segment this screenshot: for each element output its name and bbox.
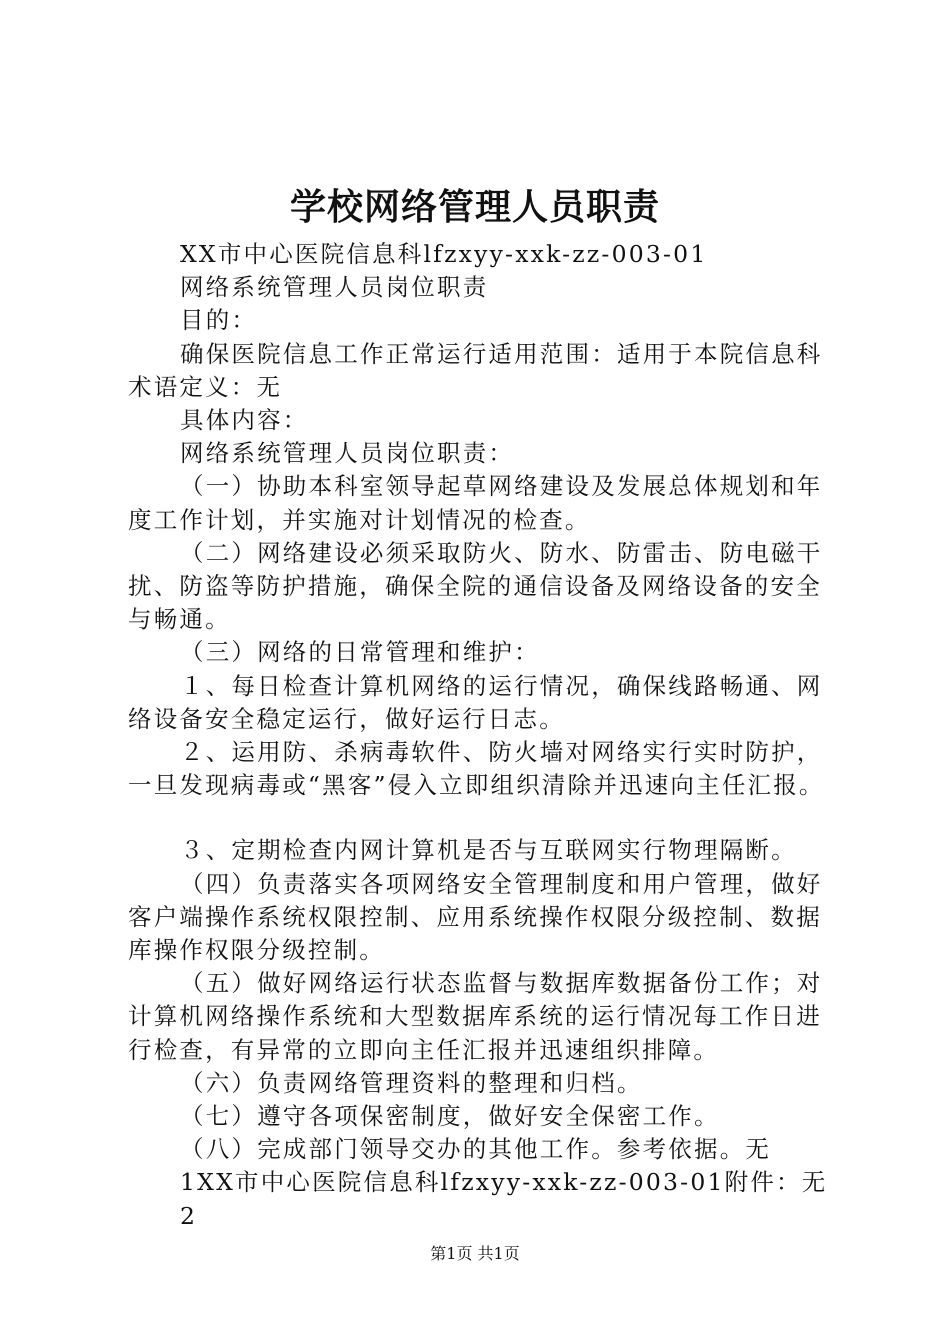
page-title: 学校网络管理人员职责	[289, 186, 660, 228]
paragraph-item-5: （五）做好网络运行状态监督与数据库数据备份工作；对计算机网络操作系统和大型数据库系统的运行情况每工作日进行检查，有异常的立即向主任汇报并迅速组织排障。	[128, 969, 823, 1064]
paragraph-item-6: （六）负责网络管理资料的整理和归档。	[180, 1068, 643, 1097]
paragraph-footnote-1: 1XX市中心医院信息科lfzxyy-xxk-zz-003-01附件：无	[180, 1168, 828, 1197]
page-footer: 第1页 共1页	[430, 1244, 520, 1263]
paragraph-department-code: XX市中心医院信息科lfzxyy-xxk-zz-003-01	[180, 240, 708, 268]
paragraph-heading: 网络系统管理人员岗位职责	[180, 273, 489, 302]
paragraph-subitem-2: ２、运用防、杀病毒软件、防火墙对网络实行实时防护，一旦发现病毒或“黑客”侵入立即组织清除并迅速向主任汇报。	[128, 738, 825, 800]
paragraph-item-2: （二）网络建设必须采取防火、防水、防雷击、防电磁干扰、防盗等防护措施，确保全院的通信设备及网络设备的安全与畅通。	[128, 538, 823, 634]
paragraph-purpose-label: 目的：	[180, 306, 258, 335]
paragraph-item-4: （四）负责落实各项网络安全管理制度和用户管理，做好客户端操作系统权限控制、应用系统操作权限分级控制、数据库操作权限分级控制。	[128, 869, 823, 965]
paragraph-purpose: 确保医院信息工作正常运行适用范围：适用于本院信息科术语定义：无	[128, 339, 823, 401]
paragraph-content-label: 具体内容：	[180, 406, 309, 435]
paragraph-item-7: （七）遵守各项保密制度，做好安全保密工作。	[180, 1102, 720, 1131]
paragraph-item-3: （三）网络的日常管理和维护：	[180, 638, 540, 667]
paragraph-item-8: （八）完成部门领导交办的其他工作。参考依据。无	[180, 1135, 772, 1164]
paragraph-duties-label: 网络系统管理人员岗位职责：	[180, 439, 515, 468]
document-body	[128, 238, 840, 1233]
paragraph-subitem-1: １、每日检查计算机网络的运行情况，确保线路畅通、网络设备安全稳定运行，做好运行日志。	[128, 671, 823, 733]
paragraph-item-1: （一）协助本科室领导起草网络建设及发展总体规划和年度工作计划，并实施对计划情况的检查。	[128, 472, 823, 534]
paragraph-subitem-3: ３、定期检查内网计算机是否与互联网实行物理隔断。	[180, 836, 797, 865]
paragraph-footnote-2: 2	[180, 1201, 198, 1230]
